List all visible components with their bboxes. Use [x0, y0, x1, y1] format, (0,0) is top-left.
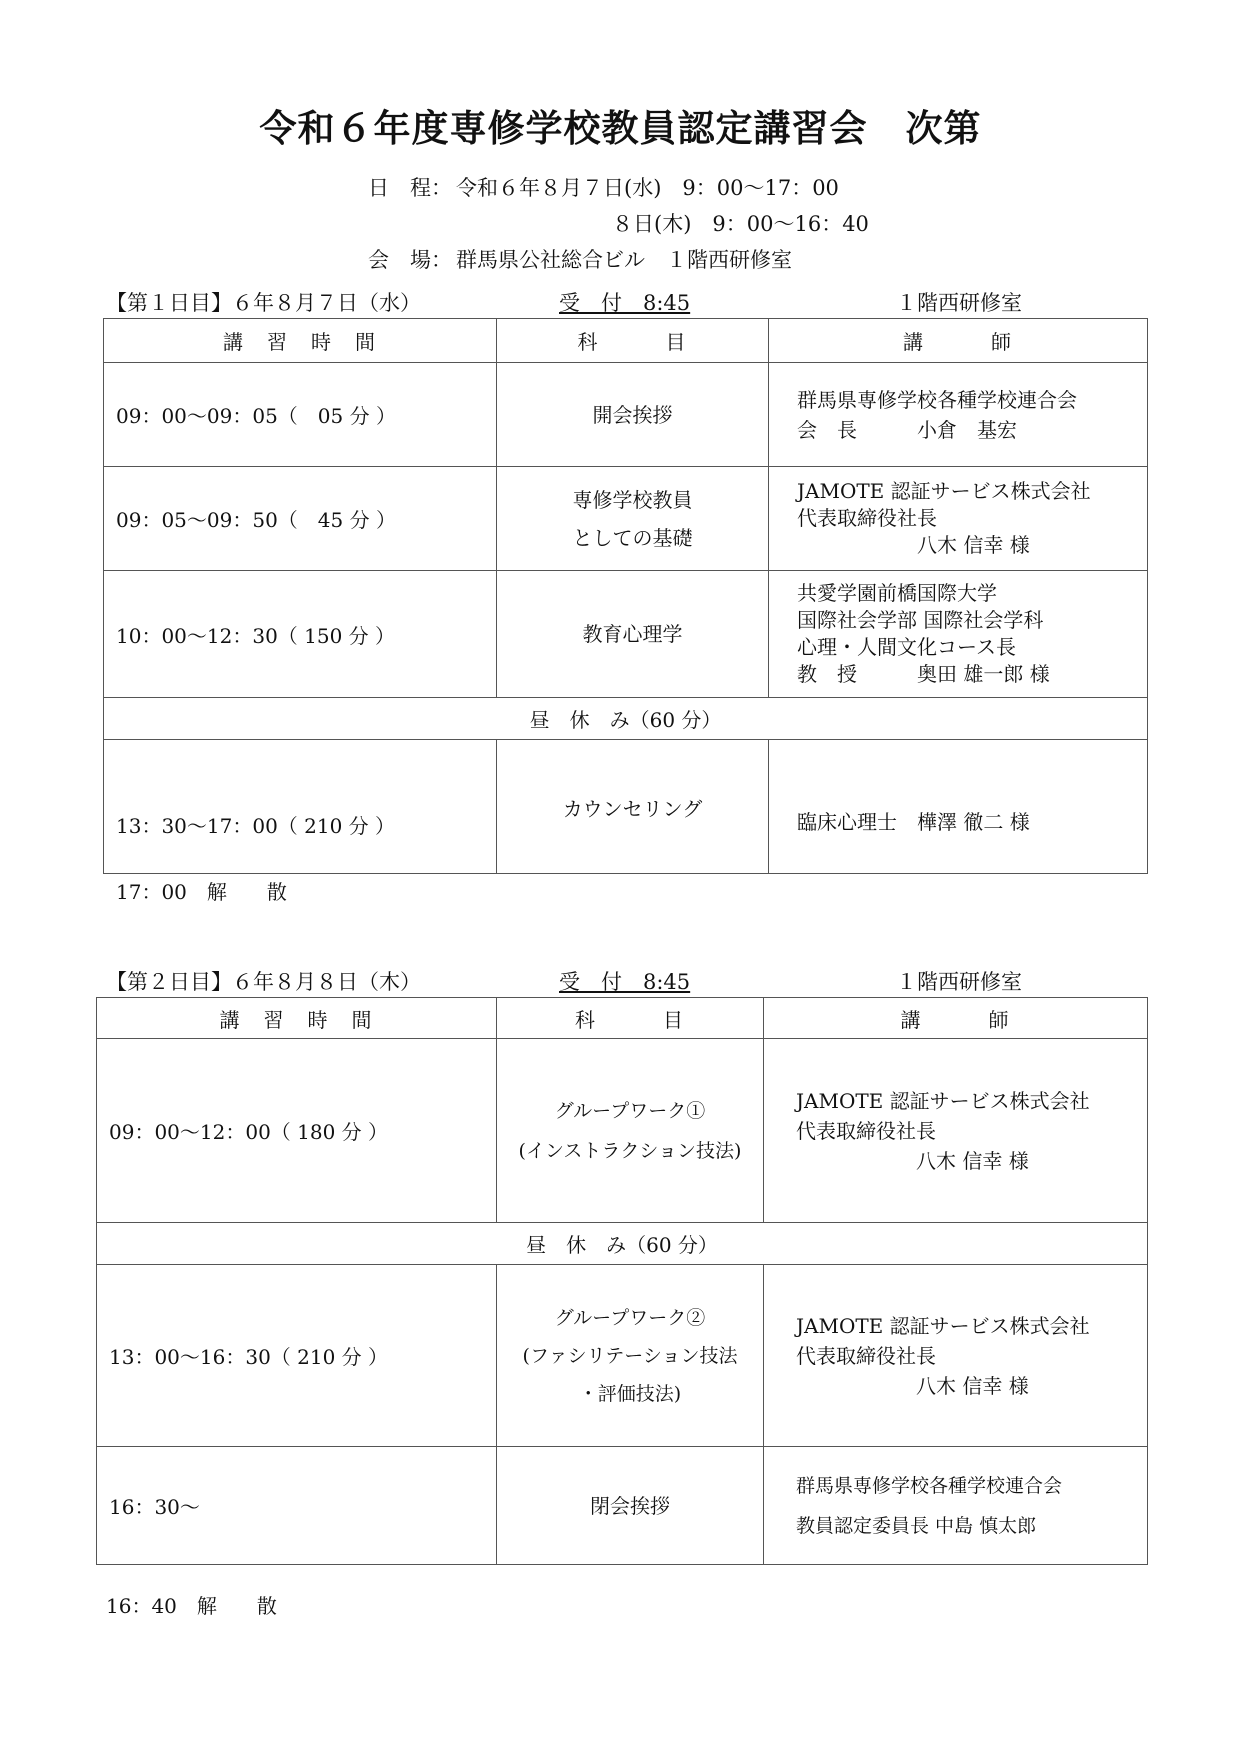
day2-dismissal: 16：40 解 散 [106, 1594, 277, 1618]
header-instructor: 講 師 [764, 998, 1148, 1039]
session-instructor: JAMOTE 認証サービス株式会社 代表取締役社長 八木 信幸 様 [764, 1039, 1148, 1223]
venue-value: 群馬県公社総合ビル １階西研修室 [456, 248, 792, 272]
session-instructor: 共愛学園前橋国際大学 国際社会学部 国際社会学科 心理・人間文化コース長 教 授 奥田 雄一郎 様 [769, 571, 1148, 698]
table-header-row [97, 998, 1148, 1039]
schedule-day1: 令和６年８月７日(水) 9：00～17：00 [456, 176, 839, 200]
day2-header [106, 966, 1146, 994]
session-instructor: 群馬県専修学校各種学校連合会 会 長 小倉 基宏 [769, 363, 1148, 467]
day2-label: 【第２日目】６年８月８日（木） [106, 970, 421, 994]
session-time: 13：30～17：00（ 210 分 ） [104, 740, 497, 874]
table-row [97, 1265, 1148, 1447]
venue-label: 会 場： [368, 248, 452, 272]
lunch-break: 昼 休 み（60 分） [97, 1223, 1148, 1265]
session-time: 10：00～12：30（ 150 分 ） [104, 571, 497, 698]
session-subject: グループワーク① (インストラクション技法) [497, 1039, 764, 1223]
session-subject: カウンセリング [497, 740, 769, 874]
session-subject: グループワーク② (ファシリテーション技法 ・評価技法) [497, 1265, 764, 1447]
header-subject: 科 目 [497, 998, 764, 1039]
session-time: 16：30～ [97, 1447, 497, 1565]
document-title: 令和６年度専修学校教員認定講習会 次第 [259, 107, 982, 150]
day1-table [103, 318, 1148, 874]
header-subject: 科 目 [497, 319, 769, 363]
header-instructor: 講 師 [769, 319, 1148, 363]
session-instructor: 臨床心理士 樺澤 徹二 様 [769, 740, 1148, 874]
schedule-day2: ８日(木) 9：00～16：40 [612, 212, 869, 236]
session-time: 09：00～12：00（ 180 分 ） [97, 1039, 497, 1223]
session-subject: 開会挨拶 [497, 363, 769, 467]
session-subject: 閉会挨拶 [497, 1447, 764, 1565]
lunch-break-row [104, 698, 1148, 740]
day2-reception: 受 付 8:45 [559, 970, 691, 994]
table-row [104, 467, 1148, 571]
day2-table [96, 997, 1148, 1565]
session-subject: 専修学校教員 としての基礎 [497, 467, 769, 571]
day1-reception: 受 付 8:45 [559, 291, 691, 315]
table-row [104, 571, 1148, 698]
table-row [104, 740, 1148, 874]
session-time: 09：05～09：50（ 45 分 ） [104, 467, 497, 571]
day1-label: 【第１日目】６年８月７日（水） [106, 291, 421, 315]
day1-place: １階西研修室 [896, 291, 1022, 315]
table-row [104, 363, 1148, 467]
schedule-label: 日 程： [368, 176, 452, 200]
table-row [97, 1447, 1148, 1565]
day2-place: １階西研修室 [896, 970, 1022, 994]
table-header-row [104, 319, 1148, 363]
table-row [97, 1039, 1148, 1223]
day1-header [106, 287, 1146, 315]
session-instructor: JAMOTE 認証サービス株式会社 代表取締役社長 八木 信幸 様 [769, 467, 1148, 571]
session-time: 09：00～09：05（ 05 分 ） [104, 363, 497, 467]
day1-dismissal: 17：00 解 散 [116, 880, 287, 904]
session-subject: 教育心理学 [497, 571, 769, 698]
session-instructor: JAMOTE 認証サービス株式会社 代表取締役社長 八木 信幸 様 [764, 1265, 1148, 1447]
header-time: 講 習 時 間 [97, 998, 497, 1039]
lunch-break-row [97, 1223, 1148, 1265]
session-instructor: 群馬県専修学校各種学校連合会 教員認定委員長 中島 慎太郎 [764, 1447, 1148, 1565]
header-time: 講 習 時 間 [104, 319, 497, 363]
lunch-break: 昼 休 み（60 分） [104, 698, 1148, 740]
session-time: 13：00～16：30（ 210 分 ） [97, 1265, 497, 1447]
